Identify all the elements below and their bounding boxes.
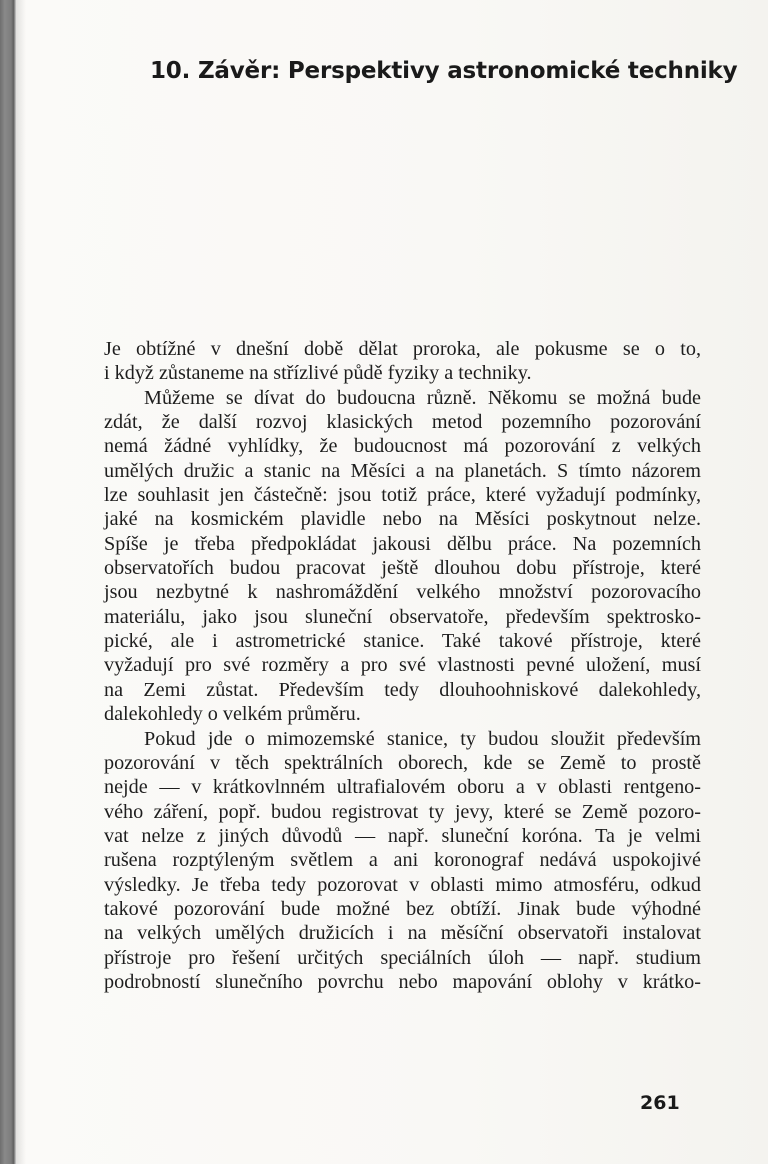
paragraph-1 <box>104 337 701 386</box>
text-line: vyžadují pro své rozměry a pro své vlastnosti pevné uložení, musí <box>104 654 701 677</box>
paragraph-3 <box>104 727 701 995</box>
text-line: umělých družic a stanic na Měsíci a na planetách. S tímto názorem <box>104 459 701 482</box>
text-line: nejde — v krátkovlnném ultrafialovém oboru a v oblasti rentgeno- <box>104 776 701 799</box>
text-line: observatořích budou pracovat ještě dlouhou dobu přístroje, které <box>104 557 701 580</box>
text-line: vého záření, popř. budou registrovat ty jevy, které se Země pozoro- <box>104 800 701 823</box>
page-number: 261 <box>640 1092 680 1114</box>
text-line: pozorování v těch spektrálních oborech, kde se Země to prostě <box>104 751 701 774</box>
text-line: pické, ale i astrometrické stanice. Také takové přístroje, které <box>104 630 701 653</box>
paragraph-2 <box>104 386 701 727</box>
text-line: rušena rozptýleným světlem a ani koronograf nedává uspokojivé <box>104 849 701 872</box>
text-line: na velkých umělých družicích i na měsíční observatoři instalovat <box>104 922 701 945</box>
chapter-title: 10. Závěr: Perspektivy astronomické techniky <box>150 58 738 84</box>
text-line: lze souhlasit jen částečně: jsou totiž práce, které vyžadují podmínky, <box>104 484 701 507</box>
text-line: Můžeme se dívat do budoucna různě. Někomu se možná bude <box>144 386 701 409</box>
text-line: Je obtížné v dnešní době dělat proroka, ale pokusme se o to, <box>104 338 701 360</box>
text-line: výsledky. Je třeba tedy pozorovat v oblasti mimo atmosféru, odkud <box>104 873 701 896</box>
text-line: zdát, že další rozvoj klasických metod pozemního pozorování <box>104 411 701 434</box>
body-text <box>104 337 701 994</box>
text-line: Pokud jde o mimozemské stanice, ty budou sloužit především <box>144 727 701 750</box>
gutter-shadow <box>16 0 26 1164</box>
text-line: dalekohledy o velkém průměru. <box>104 703 361 726</box>
text-line: takové pozorování bude možné bez obtíží. Jinak bude výhodné <box>104 897 701 920</box>
text-line: i když zůstaneme na střízlivé půdě fyziky a techniky. <box>104 362 532 385</box>
text-line: jsou nezbytné k nashromáždění velkého množství pozorovacího <box>104 581 701 604</box>
book-spine-gutter <box>0 0 16 1164</box>
text-line: na Zemi zůstat. Především tedy dlouhoohniskové dalekohledy, <box>104 678 701 701</box>
text-line: Spíše je třeba předpokládat jakousi dělbu práce. Na pozemních <box>104 532 701 555</box>
text-line: přístroje pro řešení určitých speciálních úloh — např. studium <box>104 946 701 969</box>
text-line: vat nelze z jiných důvodů — např. sluneční koróna. Ta je velmi <box>104 824 701 847</box>
text-line: nemá žádné vyhlídky, že budoucnost má pozorování z velkých <box>104 435 701 458</box>
text-line: podrobností slunečního povrchu nebo mapování oblohy v krátko- <box>104 970 701 993</box>
text-line: materiálu, jako jsou sluneční observatoře, především spektrosko- <box>104 605 701 628</box>
text-line: jaké na kosmickém plavidle nebo na Měsíci poskytnout nelze. <box>104 508 701 531</box>
